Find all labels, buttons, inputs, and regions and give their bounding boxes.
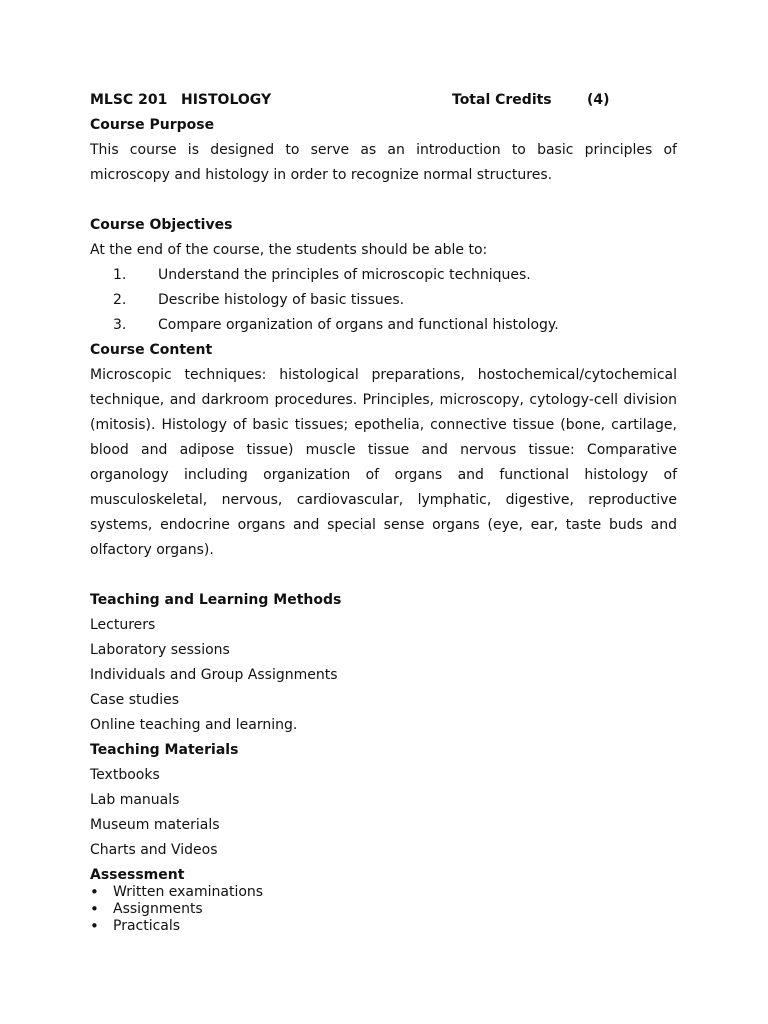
methods-heading: Teaching and Learning Methods <box>90 592 342 608</box>
course-header <box>90 88 677 113</box>
purpose-text: This course is designed to serve as an introduction to basic principles of microscopy and histology in order to recognize normal structures. <box>90 142 677 183</box>
credits-value: (4) <box>587 92 610 108</box>
list-item: Laboratory sessions <box>90 642 230 658</box>
objectives-heading: Course Objectives <box>90 217 233 233</box>
materials-heading: Teaching Materials <box>90 742 239 758</box>
item-text: Describe histology of basic tissues. <box>158 292 405 308</box>
course-name: HISTOLOGY <box>181 92 272 108</box>
list-item: Charts and Videos <box>90 842 218 858</box>
content-heading: Course Content <box>90 342 213 358</box>
list-item <box>90 263 677 288</box>
list-item: Case studies <box>90 692 180 708</box>
list-item: Individuals and Group Assignments <box>90 667 338 683</box>
course-code: MLSC 201 <box>90 92 168 108</box>
bullet-icon: • <box>90 883 99 901</box>
list-item <box>90 884 677 901</box>
list-item: Lab manuals <box>90 792 180 808</box>
list-item <box>90 901 677 918</box>
bullet-icon: • <box>90 917 99 935</box>
list-item <box>90 288 677 313</box>
document-body <box>90 88 677 935</box>
spacer <box>90 563 677 588</box>
list-item: Online teaching and learning. <box>90 717 298 733</box>
item-text: Practicals <box>113 918 181 934</box>
list-item <box>90 918 677 935</box>
item-number: 3. <box>113 317 127 333</box>
item-number: 1. <box>113 267 127 283</box>
spacer <box>90 188 677 213</box>
item-number: 2. <box>113 292 127 308</box>
objectives-intro: At the end of the course, the students should be able to: <box>90 242 488 258</box>
list-item: Lecturers <box>90 617 156 633</box>
credits-label: Total Credits <box>452 92 552 108</box>
item-text: Assignments <box>113 901 203 917</box>
bullet-icon: • <box>90 900 99 918</box>
content-text: Microscopic techniques: histological preparations, hostochemical/cytochemical technique, and darkroom procedures. Principles, microscopy, cytology-cell division (mitosis). Histology of basic tissues; epothelia, connective tissue (bone, cartilage, blood and adipose tissue) muscle tissue and nervous tissue: Comparative organology including organization of organs and functional histology of musculoskeletal, nervous, cardiovascular, lymphatic, digestive, reproductive systems, endocrine organs and special sense organs (eye, ear, taste buds and olfactory organs). <box>90 367 677 558</box>
objectives-list <box>90 263 677 338</box>
item-text: Understand the principles of microscopic techniques. <box>158 267 531 283</box>
item-text: Written examinations <box>113 884 264 900</box>
assessment-heading: Assessment <box>90 867 185 883</box>
item-text: Compare organization of organs and functional histology. <box>158 317 559 333</box>
assessment-list <box>90 884 677 935</box>
list-item <box>90 313 677 338</box>
list-item: Museum materials <box>90 817 220 833</box>
purpose-heading: Course Purpose <box>90 117 215 133</box>
list-item: Textbooks <box>90 767 160 783</box>
